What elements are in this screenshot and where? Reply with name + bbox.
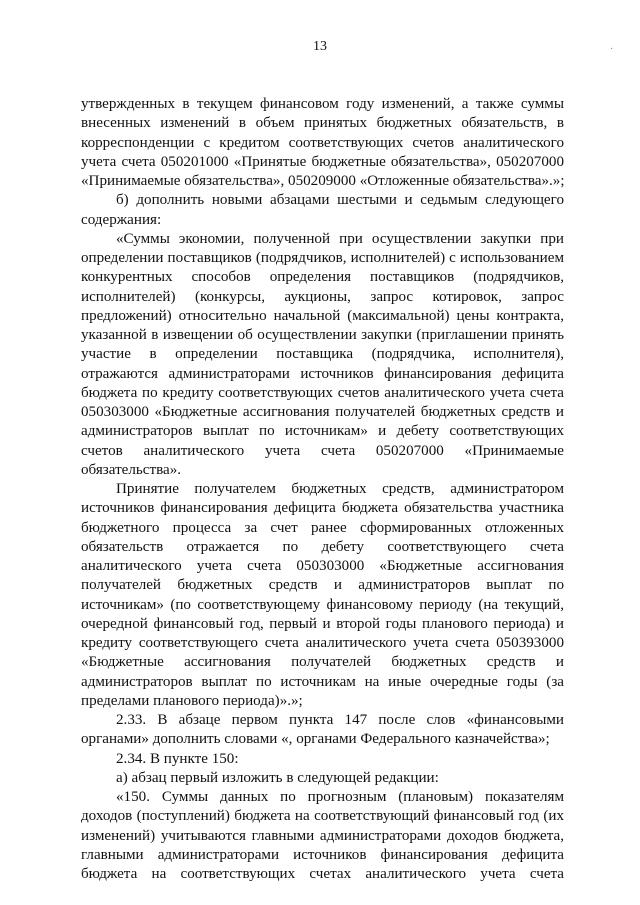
page-number: 13 — [313, 39, 327, 54]
text-line: главными администраторами источников финансирования дефицита — [81, 846, 564, 863]
text-line: исполнителей) (конкурсы, аукционы, запрос котировок, запрос — [81, 288, 564, 305]
text-line: Принятие получателем бюджетных средств, администратором — [116, 481, 564, 497]
text-line: 2.33. В абзаце первом пункта 147 после слов «финансовыми — [116, 712, 564, 728]
text-line: участие в определении поставщика (подрядчика, исполнителя), — [81, 346, 564, 363]
text-line: администраторов выплат по источникам» и дебету соответствующих — [81, 423, 564, 440]
text-line: отражаются администраторами источников финансирования дефицита — [81, 365, 564, 382]
text-line: корреспонденции с кредитом соответствующих счетов аналитического — [81, 134, 564, 151]
text-line: кредиту соответствующего счета аналитического учета счета 050393000 — [81, 635, 564, 651]
document-body — [81, 95, 564, 884]
text-line: «Бюджетные ассигнования получателей бюджетных средств и — [81, 654, 564, 671]
text-line: «150. Суммы данных по прогнозным (плановым) показателям — [116, 789, 564, 805]
text-line: б) дополнить новыми абзацами шестыми и седьмым следующего — [116, 192, 564, 209]
text-line: источникам» (по соответствующему финансовому периоду (на текущий, — [81, 596, 564, 613]
text-line: обязательств отражается по дебету соответствующего счета — [81, 538, 564, 555]
text-line: определении поставщиков (подрядчиков, исполнителей) с использованием — [81, 250, 564, 266]
text-line: обязательства». — [81, 461, 182, 478]
text-line: а) абзац первый изложить в следующей редакции: — [116, 769, 439, 786]
text-line: бюджета по кредиту соответствующих счетов аналитического учета счета — [81, 384, 564, 401]
text-line: содержания: — [81, 211, 162, 228]
text-line: утвержденных в текущем финансовом году изменений, а также суммы — [81, 96, 564, 112]
text-line: получателей бюджетных средств и администраторов выплат по — [81, 577, 564, 594]
scan-mark: · — [610, 44, 614, 55]
text-line: бюджета на соответствующих счетах аналитического учета счета — [81, 866, 564, 882]
text-line: учета счета 050201000 «Принятые бюджетные обязательства», 050207000 — [81, 153, 564, 170]
text-line: доходов (поступлений) бюджета на соответствующий финансовый год (их — [81, 808, 564, 825]
text-line: органами» дополнить словами «, органами Федерального казначейства»; — [81, 731, 550, 748]
text-line: «Суммы экономии, полученной при осуществлении закупки при — [116, 230, 564, 247]
text-line: конкурентных способов определения поставщиков (подрядчиков, — [81, 269, 564, 286]
text-line: счетов аналитического учета счета 050207000 «Принимаемые — [81, 442, 564, 459]
text-line: 050303000 «Бюджетные ассигнования получателей бюджетных средств и — [81, 404, 564, 420]
text-line: источников финансирования дефицита бюджета обязательства участника — [81, 500, 564, 517]
text-line: предложений) относительно начальной (максимальной) цены контракта, — [81, 307, 564, 324]
text-line: пределами планового периода)».»; — [81, 692, 303, 709]
text-line: указанной в извещении об осуществлении закупки (приглашении принять — [81, 327, 564, 343]
text-line: очередной финансовый год, первый и второй годы планового периода) и — [81, 615, 564, 632]
text-line: «Принимаемые обязательства», 050209000 «Отложенные обязательства».»; — [81, 173, 565, 189]
text-line: изменений) учитываются главными администраторами доходов бюджета, — [81, 827, 564, 844]
text-line: администраторов выплат по источникам на иные очередные годы (за — [81, 673, 564, 690]
text-line: 2.34. В пункте 150: — [116, 750, 239, 767]
text-line: внесенных изменений в объем принятых бюджетных обязательств, в — [81, 115, 564, 132]
text-line: аналитического учета счета 050303000 «Бюджетные ассигнования — [81, 558, 564, 574]
text-line: бюджетного процесса за счет ранее сформированных отложенных — [81, 519, 564, 536]
